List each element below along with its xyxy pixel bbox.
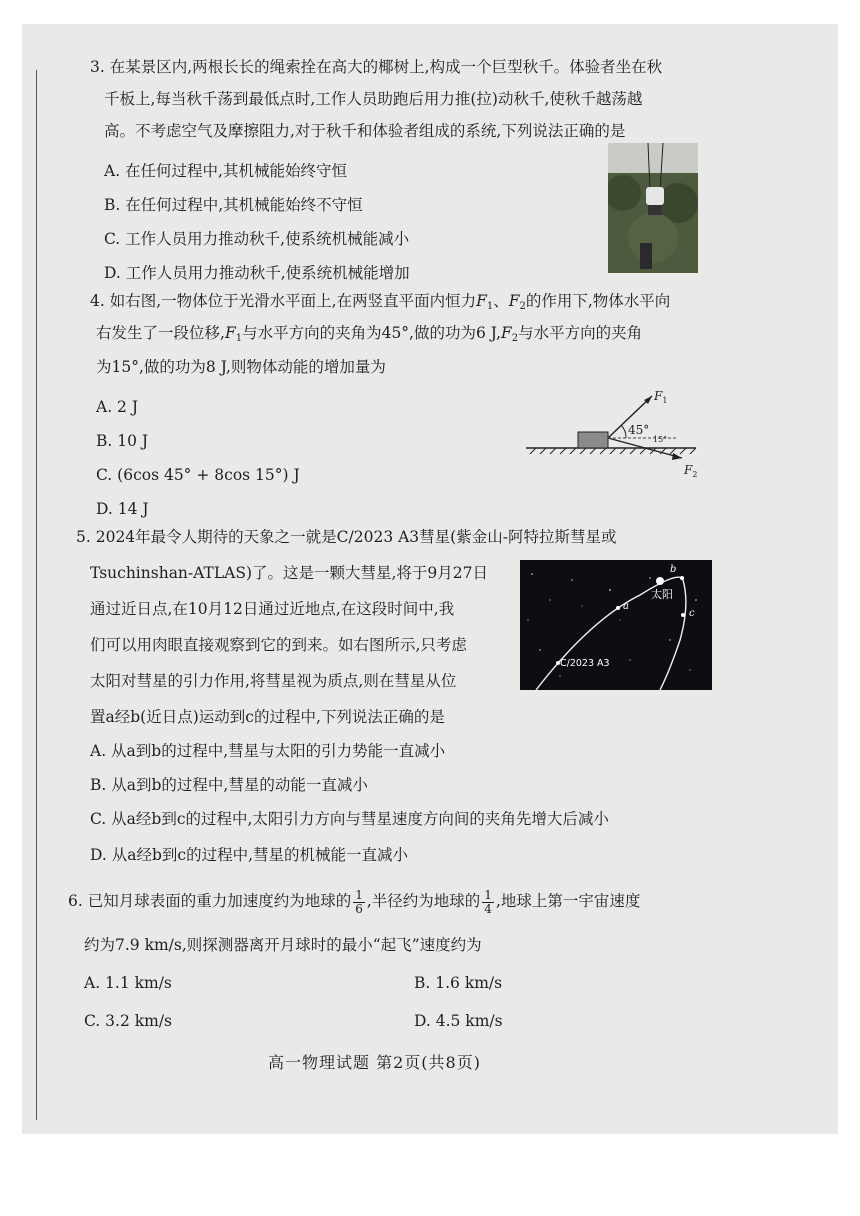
page-footer: 高一物理试题 第2页(共8页) (268, 1053, 481, 1072)
q4-option-d: D. 14 J (96, 500, 149, 518)
q4-option-c: C. (6cos 45° + 8cos 15°) J (96, 466, 300, 484)
comet-orbit-svg (520, 560, 712, 690)
label-f2: $F_2$ (684, 463, 698, 479)
q6-text: 6. 已知月球表面的重力加速度约为地球的 (68, 892, 352, 910)
point-b (680, 576, 684, 580)
q4-stem-line-2 (96, 322, 642, 350)
point-a (616, 606, 620, 610)
q3-stem-line-2: 千板上,每当秋千荡到最低点时,工作人员助跑后用力推(拉)动秋千,使秋千越荡越 (104, 90, 643, 108)
angle-label-45: 45° (628, 423, 650, 437)
q4-option-a: A. 2 J (96, 398, 139, 416)
q5-stem-line-2: Tsuchinshan-ATLAS)了。这是一颗大彗星,将于9月27日 (90, 564, 488, 582)
comet-label: C/2023 A3 (560, 658, 610, 669)
comet-orbit-figure (520, 560, 712, 690)
q5-stem-line-1: 5. 2024年最令人期待的天象之一就是C/2023 A3彗星(紫金山-阿特拉斯彗星或 (76, 528, 617, 546)
q6-stem-line-1 (68, 886, 640, 916)
q3-option-c: C. 工作人员用力推动秋千,使系统机械能减小 (104, 230, 410, 248)
sun (656, 577, 664, 585)
q4-text: 右发生了一段位移, (96, 324, 225, 342)
q6-stem-line-2: 约为7.9 km/s,则探测器离开月球时的最小“起飞”速度约为 (84, 936, 482, 954)
q4-var-f: F (501, 324, 512, 342)
sun-label: 太阳 (651, 588, 673, 601)
q5-option-d: D. 从a经b到c的过程中,彗星的机械能一直减小 (90, 846, 409, 864)
q4-var-f: F (224, 324, 236, 342)
force-diagram (526, 390, 706, 480)
q3-stem-line-1: 3. 在某景区内,两根长长的绳索拴在高大的椰树上,构成一个巨型秋千。体验者坐在秋 (90, 58, 663, 76)
angle-label-15: 15° (653, 435, 668, 444)
q4-sub: 1 (486, 301, 494, 312)
q4-sub: 2 (511, 333, 519, 344)
q4-stem-line-1 (90, 290, 670, 318)
q5-option-c: C. 从a经b到c的过程中,太阳引力方向与彗星速度方向间的夹角先增大后减小 (90, 810, 609, 828)
q3-option-b: B. 在任何过程中,其机械能始终不守恒 (104, 196, 363, 214)
q6-text: ,地球上第一宇宙速度 (495, 892, 641, 910)
q4-text: 与水平方向的夹角为45°,做的功为6 J, (242, 324, 502, 342)
q3-option-d: D. 工作人员用力推动秋千,使系统机械能增加 (104, 264, 410, 282)
q5-stem-line-3: 通过近日点,在10月12日通过近地点,在这段时间中,我 (90, 600, 455, 618)
q4-sub: 2 (519, 301, 526, 312)
q4-var-f: F (508, 292, 520, 310)
swing-photo (608, 143, 698, 273)
label-f1: $F_1$ (654, 390, 668, 405)
ground-hatch (530, 448, 696, 454)
q6-option-c: C. 3.2 km/s (84, 1012, 173, 1030)
label-a: a (623, 601, 629, 612)
q6-text: ,半径约为地球的 (366, 892, 481, 910)
q4-var-f: F (476, 292, 487, 310)
q4-text: 与水平方向的夹角 (518, 324, 643, 342)
q5-option-a: A. 从a到b的过程中,彗星与太阳的引力势能一直减小 (90, 742, 446, 760)
block (578, 432, 608, 448)
q5-stem-line-5: 太阳对彗星的引力作用,将彗星视为质点,则在彗星从位 (90, 672, 457, 690)
label-c: c (689, 608, 695, 619)
q6-option-a: A. 1.1 km/s (84, 974, 172, 992)
angle-arc-1 (621, 425, 626, 438)
q3-stem-line-3: 高。不考虑空气及摩擦阻力,对于秋千和体验者组成的系统,下列说法正确的是 (104, 122, 626, 140)
q4-sub: 1 (235, 333, 243, 344)
margin-line (36, 70, 37, 1120)
q4-text: 4. 如右图,一物体位于光滑水平面上,在两竖直平面内恒力 (90, 292, 477, 310)
q4-option-b: B. 10 J (96, 432, 149, 450)
q3-option-a: A. 在任何过程中,其机械能始终守恒 (104, 162, 347, 180)
swing-photo-illustration (608, 143, 698, 273)
q5-stem-line-4: 们可以用肉眼直接观察到它的到来。如右图所示,只考虑 (90, 636, 467, 654)
q4-stem-line-3: 为15°,做的功为8 J,则物体动能的增加量为 (96, 358, 386, 376)
fraction-one-sixth: $\frac{1}{6}$ (355, 887, 363, 916)
q4-text: 的作用下,物体水平向 (525, 292, 671, 310)
q4-text: 、 (493, 292, 509, 310)
point-c (681, 613, 685, 617)
fraction-one-quarter: $\frac{1}{4}$ (484, 887, 492, 916)
q5-option-b: B. 从a到b的过程中,彗星的动能一直减小 (90, 776, 368, 794)
label-b: b (670, 564, 677, 575)
q5-stem-line-6: 置a经b(近日点)运动到c的过程中,下列说法正确的是 (90, 708, 445, 726)
q6-option-d: D. 4.5 km/s (414, 1012, 503, 1030)
q6-option-b: B. 1.6 km/s (414, 974, 503, 992)
